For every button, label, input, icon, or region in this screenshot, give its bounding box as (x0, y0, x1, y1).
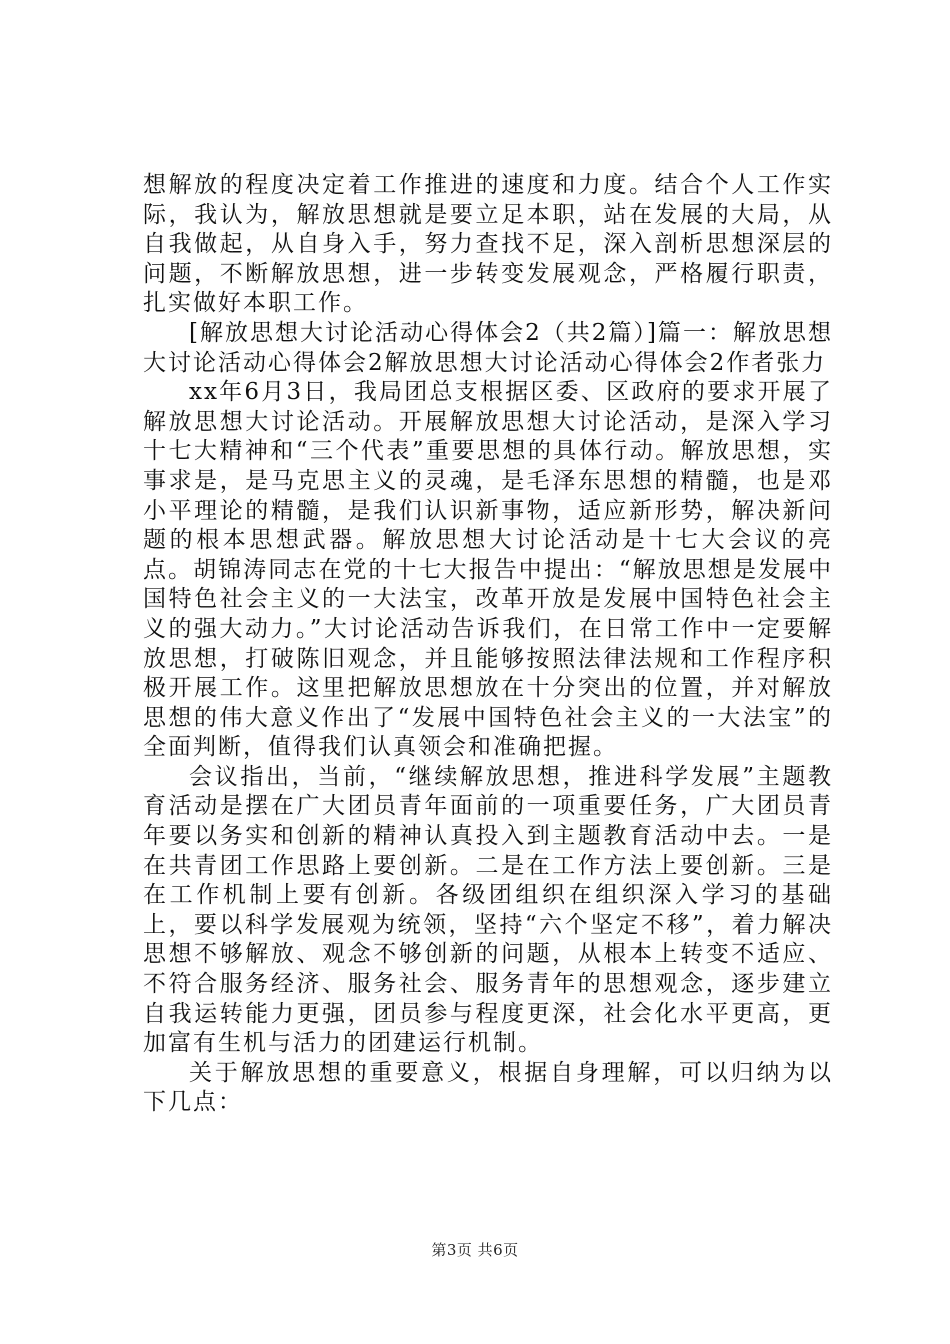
paragraph-article-title: [解放思想大讨论活动心得体会2（共2篇）]篇一：解放思想大讨论活动心得体会2解放思想大讨论活动心得体会2作者张力 (143, 319, 833, 376)
paragraph-activity-intro: xx年6月3日，我局团总支根据区委、区政府的要求开展了解放思想大讨论活动。开展解放思想大讨论活动，是深入学习十七大精神和“三个代表”重要思想的具体行动。解放思想，实事求是，是马克思主义的灵魂，是毛泽东思想的精髓，也是邓小平理论的精髓，是我们认识新事物，适应新形势，解决新问题的根本思想武器。解放思想大讨论活动是十七大会议的亮点。胡锦涛同志在党的十七大报告中提出：“解放思想是发展中国特色社会主义的一大法宝，改革开放是发展中国特色社会主义的强大动力。”大讨论活动告诉我们，在日常工作中一定要解放思想，打破陈旧观念，并且能够按照法律法规和工作程序积极开展工作。这里把解放思想放在十分突出的位置，并对解放思想的伟大意义作出了“发展中国特色社会主义的一大法宝”的全面判断，值得我们认真领会和准确把握。 (143, 379, 833, 761)
paragraph-meeting-points: 会议指出，当前，“继续解放思想，推进科学发展”主题教育活动是摆在广大团员青年面前的一项重要任务，广大团员青年要以务实和创新的精神认真投入到主题教育活动中去。一是在共青团工作思路上要创新。二是在工作方法上要创新。三是在工作机制上要有创新。各级团组织在组织深入学习的基础上，要以科学发展观为统领，坚持“六个坚定不移”，着力解决思想不够解放、观念不够创新的问题，从根本上转变不适应、不符合服务经济、服务社会、服务青年的思想观念，逐步建立自我运转能力更强，团员参与程度更深，社会化水平更高，更加富有生机与活力的团建运行机制。 (143, 763, 833, 1057)
page-number-footer: 第3页 共6页 (431, 1241, 519, 1259)
document-body (143, 171, 833, 1118)
paragraph-significance: 关于解放思想的重要意义，根据自身理解，可以归纳为以下几点： (143, 1059, 833, 1116)
paragraph-continuation: 想解放的程度决定着工作推进的速度和力度。结合个人工作实际，我认为，解放思想就是要立足本职，站在发展的大局，从自我做起，从自身入手，努力查找不足，深入剖析思想深层的问题，不断解放思想，进一步转变发展观念，严格履行职责，扎实做好本职工作。 (143, 172, 833, 317)
